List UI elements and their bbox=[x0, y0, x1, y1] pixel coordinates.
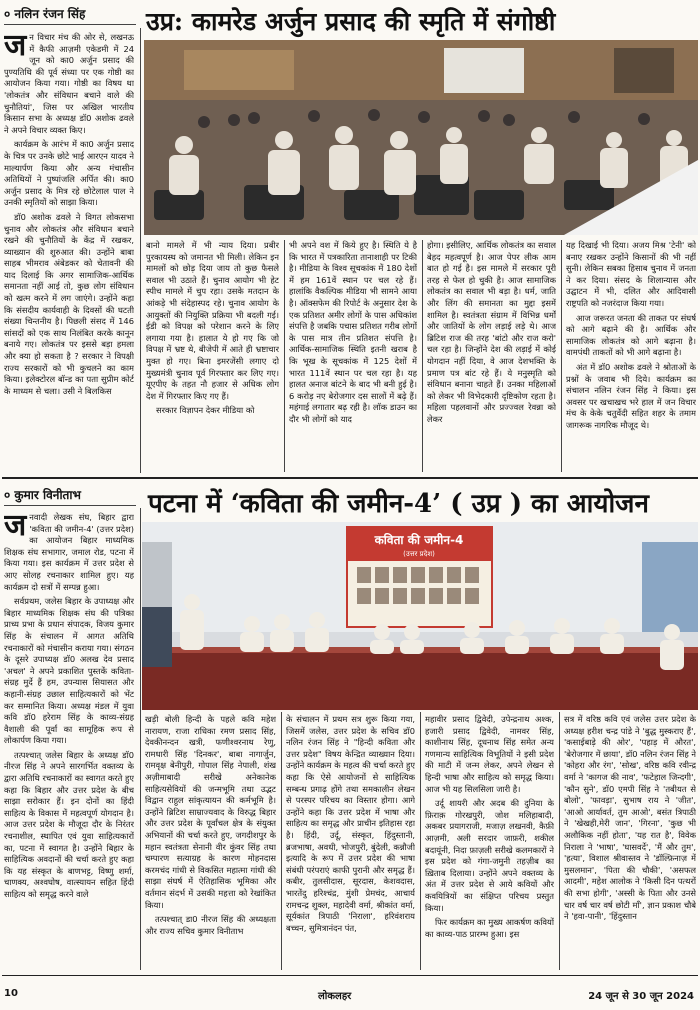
paragraph: भी अपने वश में किये हुए है। स्थिति ये है कि भारत में पत्रकारिता तानाशाही पर टिकी है। मीडिया के विश्व सूचकांक में 180 देशों में हम 161वें स्थान पर चल रहे हैं। हालांकि वैकल्पिक मीडिया भी सामने आया है। ऑक्सफेम की रिपोर्ट के अनुसार देश के एक प्रतिशत अमीर लोगों के पास अधिकांश संपत्ति है जबकि पचास प्रतिशत गरीब लोगों के पास मात्र तीन प्रतिशत संपत्ति है। आर्थिक-सामाजिक स्थिति इतनी खराब है कि भूख के सूचकांक में 125 देशों में भारत 111वें स्थान पर चल रहा है। यह हालत अनाज बांटने के बाद भी बनी हुई है। 6 करोड़ नए बेरोजगार दस सालों में बढ़े हैं। महंगाई लगातार बढ़ रही है। लॉक डाउन का दौर भी लोगों को याद bbox=[289, 240, 417, 424]
paragraph: सत्र में वरिष्ठ कवि एवं जलेस उत्तर प्रदेश के अध्यक्ष हरीश चन्द्र पांडे ने 'बुद्ध मुस्कराए हैं', 'कसाईबाड़े की ओर', 'पहाड़ में औरत', 'बेरोजगार में छाया', डॉ0 नलिन रंजन सिंह ने 'कोहरा और रंग', 'सोख', वरिष्ठ कवि रवीन्द्र वर्मा ने 'कागज की नाव', 'फटेहाल जिन्दगी', 'कौन सुने', डॉ0 एमपी सिंह ने 'तबीयत से बोलो', 'फावड़ा', सुभाष राय ने 'जीत', 'आओ आर्यावर्त, तुम आओ', बसंत त्रिपाठी ने 'खेखही,मेरी जान', 'गिरना', 'कुछ भी अलौकिक नहीं होता', 'यह रात है', विवेक निराला ने 'भाषा', 'घासवर्दे', 'मैं और तुम', 'हत्या', विशाल श्रीवास्तव ने 'डॉल्फ़िनाज़ में मुसलमान', 'पिता की चौकी', 'असफल आदमी', महेश आलोक ने 'किसी दिन पत्थरों की सभा होगी', 'अस्सी के पिता और उनसे चार वर्ष चार वर्ष छोटी माँ', ज्ञान प्रकाश चौबे ने 'हवा-पानी', 'हिंदुस्तान bbox=[564, 714, 696, 922]
paragraph: सरकार विज्ञापन देकर मीडिया को bbox=[156, 405, 255, 416]
column-rule bbox=[561, 240, 562, 472]
article1-byline: ० नलिन रंजन सिंह bbox=[4, 7, 86, 21]
paragraph: तत्पश्चात् जलेस बिहार के अध्यक्ष डॉ0 नीरज सिंह ने अपने सारगर्भित वक्तव्य के द्वारा अतिथि रचनाकारों का स्वागत करते हुए कहा कि बिहार और उत्तर प्रदेश के बीच साझा सरोकार हैं। इन दोनों का हिंदी साहित्य के विकास में महत्वपूर्ण योगदान है। आज उत्तर प्रदेश के मौजूदा दौर के निरंतर रचनाशील, स्थापित एवं युवा साहित्यकारों का, पटना में स्वागत है। उन्होंने बिहार के साहित्यिक अवदानों की चर्चा करते हुए कहा कि यह संस्कृत के बाणभट्ट, विष्णु शर्मा, चाणक्य, अश्वघोष, वात्स्यायन सहित हिंदी साहित्य को समृद्ध करने वाले bbox=[4, 749, 134, 899]
article2-column-5 bbox=[564, 714, 696, 970]
article2-byline: ० कुमार विनीताभ bbox=[4, 488, 81, 502]
paragraph: बानो मामले में भी न्याय दिया। प्रबीर पुरकायस्थ को जमानत भी मिली। लेकिन इन मामलों को छोड़ दिया जाय तो कुछ फैसले सवाल भी उठाते हैं। चुनाव आयोग भी हेट स्पीच मामले में चुप रहा। उसके मतदान के आंकड़े भी संदेहास्पद रहे। चुनाव आयोग के आयुक्तों की नियुक्ति प्रक्रिया भी बदली गई। ईडी को विपक्ष को परेशान करने के लिए लगाया गया है। हालात ये हो गए कि जो विपक्ष में भ्रष्ट थे, बीजेपी में आते ही भ्रष्टाचार मुक्त हो गए। बिना इमरजेंसी लगाए दो मुख्यमंत्री चुनाव पूर्व गिरफ्तार कर लिए गए। यूएपीए के तहत नौ हजार से अधिक लोग देश में गिरफ्तार किए गए हैं। bbox=[146, 240, 279, 401]
paragraph: आज जरूरत जनता की ताकत पर संघर्ष को आगे बढ़ाने की है। आर्थिक और सामाजिक लोकतंत्र को आगे बढ़ाना है। वामपंथी ताकतों को भी आगे बढ़ाना है। bbox=[566, 312, 696, 358]
paragraph: कार्यक्रम के आरंभ में का0 अर्जुन प्रसाद के चित्र पर उनके छोटे भाई आरएन यादव ने माल्यार्पण किया और अन्य मंचासीन अतिथियों ने पुष्पांजलि अर्पित की। का0 अर्जुन प्रसाद के मित्र रहे छोटेलाल पाल ने उनकी स्मृतियों को साझा किया। bbox=[4, 139, 134, 208]
paragraph: तत्पश्चात् डा0 नीरज सिंह की अध्यक्षता और राज्य सचिव कुमार विनीताभ bbox=[145, 914, 276, 936]
article2-column-3 bbox=[286, 714, 415, 970]
page-number: 10 bbox=[4, 988, 18, 999]
paragraph: होगा। इसीलिए, आर्थिक लोकतंत्र का सवाल बेहद महत्वपूर्ण है। आज पेपर लीक आम बात हो गई है। इस मामले में सरकार पूरी तरह से फेल हो चुकी है। आज सामाजिक लोकतंत्र का सवाल भी बड़ा है। धर्म, जाति और लिंग की समानता का मुद्दा इसमें शामिल है। स्वतंत्रता संग्राम में विभिन्न धर्मों और जातियों के लोग लड़ाई लड़े थे। आज ब्रिटिश राज की तरह 'बांटो और राज करो' चल रहा है। जिन्होंने देश की लड़ाई में कोई योगदान नहीं दिया, वे आज देशभक्ति के प्रमाण पत्र बांट रहे हैं। ये मनुस्मृति को संविधान बनाना चाहते हैं। उनका महिलाओं को लेकर भी विभेदकारी दृष्टिकोण रहता है। महिला पहलवानों और प्रज्ज्वल रेवन्ना को लेकर bbox=[427, 240, 556, 424]
column-rule bbox=[422, 240, 423, 472]
paragraph: महावीर प्रसाद द्विवेदी, उपेन्द्रनाथ अश्क, हजारी प्रसाद द्विवेदी, नामवर सिंह, काशीनाथ सिंह, दूधनाथ सिंह समेत अन्य गणमान्य साहित्यिक विभूतियों ने इसी प्रदेश की माटी में जन्म लेकर, अपने लेखन से हिन्दी भाषा और साहित्य को समृद्ध किया। आज भी यह सिलसिला जारी है। bbox=[425, 714, 554, 794]
paragraph: न विचार मंच की ओर से, लखनऊ में कैफी आज़मी एकेडमी में 24 जून को का0 अर्जुन प्रसाद की पुण्यतिथि की पूर्व संध्या पर एक गोष्ठी का आयोजन किया गया। गोष्ठी का विषय था 'लोकतंत्र और संविधान बचाने वाले की चुनौतियां', जिस पर अखिल भारतीय किसान सभा के अध्यक्ष डॉ0 अशोक ढवले ने अपने विचार व्यक्त किए। bbox=[4, 32, 134, 135]
section-divider bbox=[2, 477, 698, 479]
column-rule bbox=[284, 240, 285, 472]
column-rule bbox=[420, 712, 421, 970]
paragraph: डॉ0 अशोक ढवले ने विगत लोकसभा चुनाव और लोकतंत्र और संविधान बचाने रखने की चुनौतियों के केंद्र में रखकर, व्याख्यान की शुरुआत की। उन्होंने बाबा साहब भीमराव अंबेडकर को चेतावनी की याद दिलाई कि अगर सामाजिक-आर्थिक समानता नहीं आई तो, कुछ लोग संविधान को खत्म करने में लग जाएंगे। उन्होंने कहा कि संसदीय कार्यवाही के दिवसों की घटती संख्या चिन्तनीय है। पिछली संसद में 146 सांसदों को एक साथ निलंबित करके कानून बनाये गए। लोकतंत्र पर इससे बड़ा हमला और क्या हो सकता है ? सरकार ने विपक्षी राज्य सरकारों को भी कुचलने का काम किया। इलेक्टोरल बॉन्ड का पता सुप्रीम कोर्ट के माध्यम से चला। उसी ने बिलकिस bbox=[4, 211, 134, 396]
article2-column-4 bbox=[425, 714, 554, 970]
byline-underline bbox=[4, 24, 136, 25]
paragraph: फिर कार्यक्रम का मुख्य आकर्षण कवियों का काव्य-पाठ प्रारम्भ हुआ। इस bbox=[425, 917, 554, 939]
issue-date-range: 24 जून से 30 जून 2024 bbox=[588, 991, 694, 1002]
paragraph: नवादी लेखक संघ, बिहार द्वारा 'कविता की जमीन-4' (उत्तर प्रदेश) का आयोजन बिहार माध्यमिक शिक्षक संघ सभागार, जमाल रोड, पटना में किया गया। इस कार्यक्रम में उत्तर प्रदेश से आए सोलह रचनाकार शामिल हुए। यह कार्यक्रम दो सत्रों में सम्पन्न हुआ। bbox=[4, 512, 134, 592]
article1-headline: उप्र: कामरेड अर्जुन प्रसाद की स्मृति में संगोष्ठी bbox=[146, 7, 556, 36]
poetry-event-photo bbox=[142, 522, 698, 710]
paragraph: खड़ी बोली हिन्दी के पहले कवि महेश नारायण, राजा राधिका रमण प्रसाद सिंह, देवकीनन्दन खत्री, फणीश्वरनाथ रेणु, रामधारी सिंह 'दिनकर', बाबा नागार्जुन, रामवृक्ष बेनीपुरी, गोपाल सिंह नेपाली, शंख अज़ीमाबादी सरीखे अनेकानेक साहित्यसेवियों की जन्मभूमि तथा उद्भट विद्वान राहुल सांकृत्यायन की कर्मभूमि है। उन्होंने ब्रिटिश साम्राज्यवाद के विरुद्ध बिहार और उत्तर प्रदेश के पूर्वांचल क्षेत्र के संयुक्त अभियानों की चर्चा करते हुए, जगदीशपुर के महान स्वतंत्रता सेनानी वीर कुंवर सिंह तथा चम्पारण सत्याग्रह के कारण मोहनदास करमचंद गांधी से विकसित महात्मा गांधी की साझा संघर्ष में ऐतिहासिक भूमिका और वर्तमान संदर्भ में उसकी महत्ता को रेखांकित किया। bbox=[145, 714, 276, 910]
column-rule bbox=[140, 508, 141, 970]
byline-underline bbox=[4, 505, 136, 506]
column-rule bbox=[559, 712, 560, 970]
paragraph: अंत में डॉ0 अशोक ढवले ने श्रोताओं के प्रश्नों के जवाब भी दिये। कार्यक्रम का संचालन नलिन रंजन सिंह ने किया। इस अवसर पर खचाखच भरे हाल में जन विचार मंच के केके चतुर्वेदी सहित शहर के तमाम जागरूक नागरिक मौजूद थे। bbox=[566, 361, 696, 430]
article1-column-4 bbox=[427, 240, 556, 472]
paragraph: उर्दू शायरी और अदब की दुनिया के फ़िराक़ गोरखपुरी, जोश मलिहाबादी, अकबर प्रयागराजी, मजाज़ लखनवी, कैफ़ी आज़मी, अली सरदार जाफ़री, शकील बदायूंनी, निदा फ़ाज़ली सरीखे कलमकारों ने इस प्रदेश को गंगा-जमुनी तहज़ीब का ख़िताब दिलाया। उन्होंने अपने वक्तव्य के अंत में उत्तर प्रदेश से आये कवियों और कवयित्रियों का संक्षिप्त परिचय प्रस्तुत किया। bbox=[425, 798, 554, 913]
banner-title: कविता की जमीन-4 bbox=[374, 533, 464, 547]
article2-column-1 bbox=[4, 512, 134, 968]
banner-subtitle: (उत्तर प्रदेश) bbox=[403, 550, 435, 558]
paragraph: यह दिखाई भी दिया। अजय मिश्र 'टेनी' को बनाए रखकर उन्होंने किसानों की भी नहीं सुनी। लेकिन सबका हिसाब चुनाव में जनता ने कर दिया। संसद के शिलान्यास और उद्घाटन में भी, दलित और आदिवासी राष्ट्रपति को नजरंदाज किया गया। bbox=[566, 240, 696, 308]
footer-rule bbox=[2, 975, 698, 976]
dropcap: ज bbox=[4, 32, 27, 63]
paragraph: के संचालन में प्रथम सत्र शुरू किया गया, जिसमें जलेस, उत्तर प्रदेश के सचिव डॉ0 नलिन रंजन सिंह ने "हिन्दी कविता और उत्तर प्रदेश" विषय केन्द्रित व्याख्यान दिया। उन्होंने कार्यक्रम के महत्व की चर्चा करते हुए कहा कि ऐसे आयोजनों से साहित्यिक सम्बन्ध प्रगाढ़ होंगे तथा समकालीन लेखन से परस्पर परिचय का विस्तार होगा। आगे उन्होंने कहा कि उत्तर प्रदेश में भाषा और साहित्य का समृद्ध और प्राचीन इतिहास रहा है। हिंदी, उर्दू, संस्कृत, हिंदुस्तानी, ब्रजभाषा, अवधी, भोजपुरी, बुंदेली, कन्नौजी इत्यादि के रूप में उत्तर प्रदेश की भाषा संबंधी परंपराएं काफी पुरानी और समृद्ध हैं। कबीर, तुलसीदास, सूरदास, केशवदास, भारतेंदु हरिश्चंद्र, मुंशी प्रेमचंद, आचार्य रामचन्द्र शुक्ल, महादेवी वर्मा, श्रीकांत वर्मा, सूर्यकांत त्रिपाठी 'निराला', हरिवंशराय बच्चन, सुमित्रानंदन पंत, bbox=[286, 714, 415, 933]
publication-name: लोकलहर bbox=[318, 991, 352, 1002]
paragraph: सर्वप्रथम, जलेस बिहार के उपाध्यक्ष और बिहार माध्यमिक शिक्षक संघ की पत्रिका प्राच्य प्रभा के प्रधान संपादक, विजय कुमार सिंह के संचालन में आगत अतिथि रचनाकारों को मंचासीन कराया गया। संगठन के दूसरे उपाध्यक्ष डॉ0 अलख देव प्रसाद 'अचल' ने अपने प्रकाशित पुस्तकें कविता-संग्रह मुर्दे हैं हम, उपन्यास सियासत और कहानी-संग्रह उछाल साहित्यकारों को भेंट कर सम्मानित किया। अध्यक्ष मंडल में युवा कवि डॉ0 हरेराम सिंह के काव्य-संग्रह वैशाली की पूर्वां का सामूहिक रूप से लोकार्पण किया गया। bbox=[4, 596, 134, 746]
column-rule bbox=[140, 28, 141, 473]
article1-column-1 bbox=[4, 32, 134, 472]
article2-headline: पटना में ‘कविता की जमीन-4’ ( उप्र ) का आयोजन bbox=[148, 489, 649, 519]
seminar-audience-photo bbox=[144, 40, 698, 235]
column-rule bbox=[281, 712, 282, 970]
article1-column-5 bbox=[566, 240, 696, 472]
dropcap: ज bbox=[4, 512, 27, 543]
article2-column-2 bbox=[145, 714, 276, 970]
article1-column-3 bbox=[289, 240, 417, 472]
article1-column-2 bbox=[146, 240, 279, 472]
